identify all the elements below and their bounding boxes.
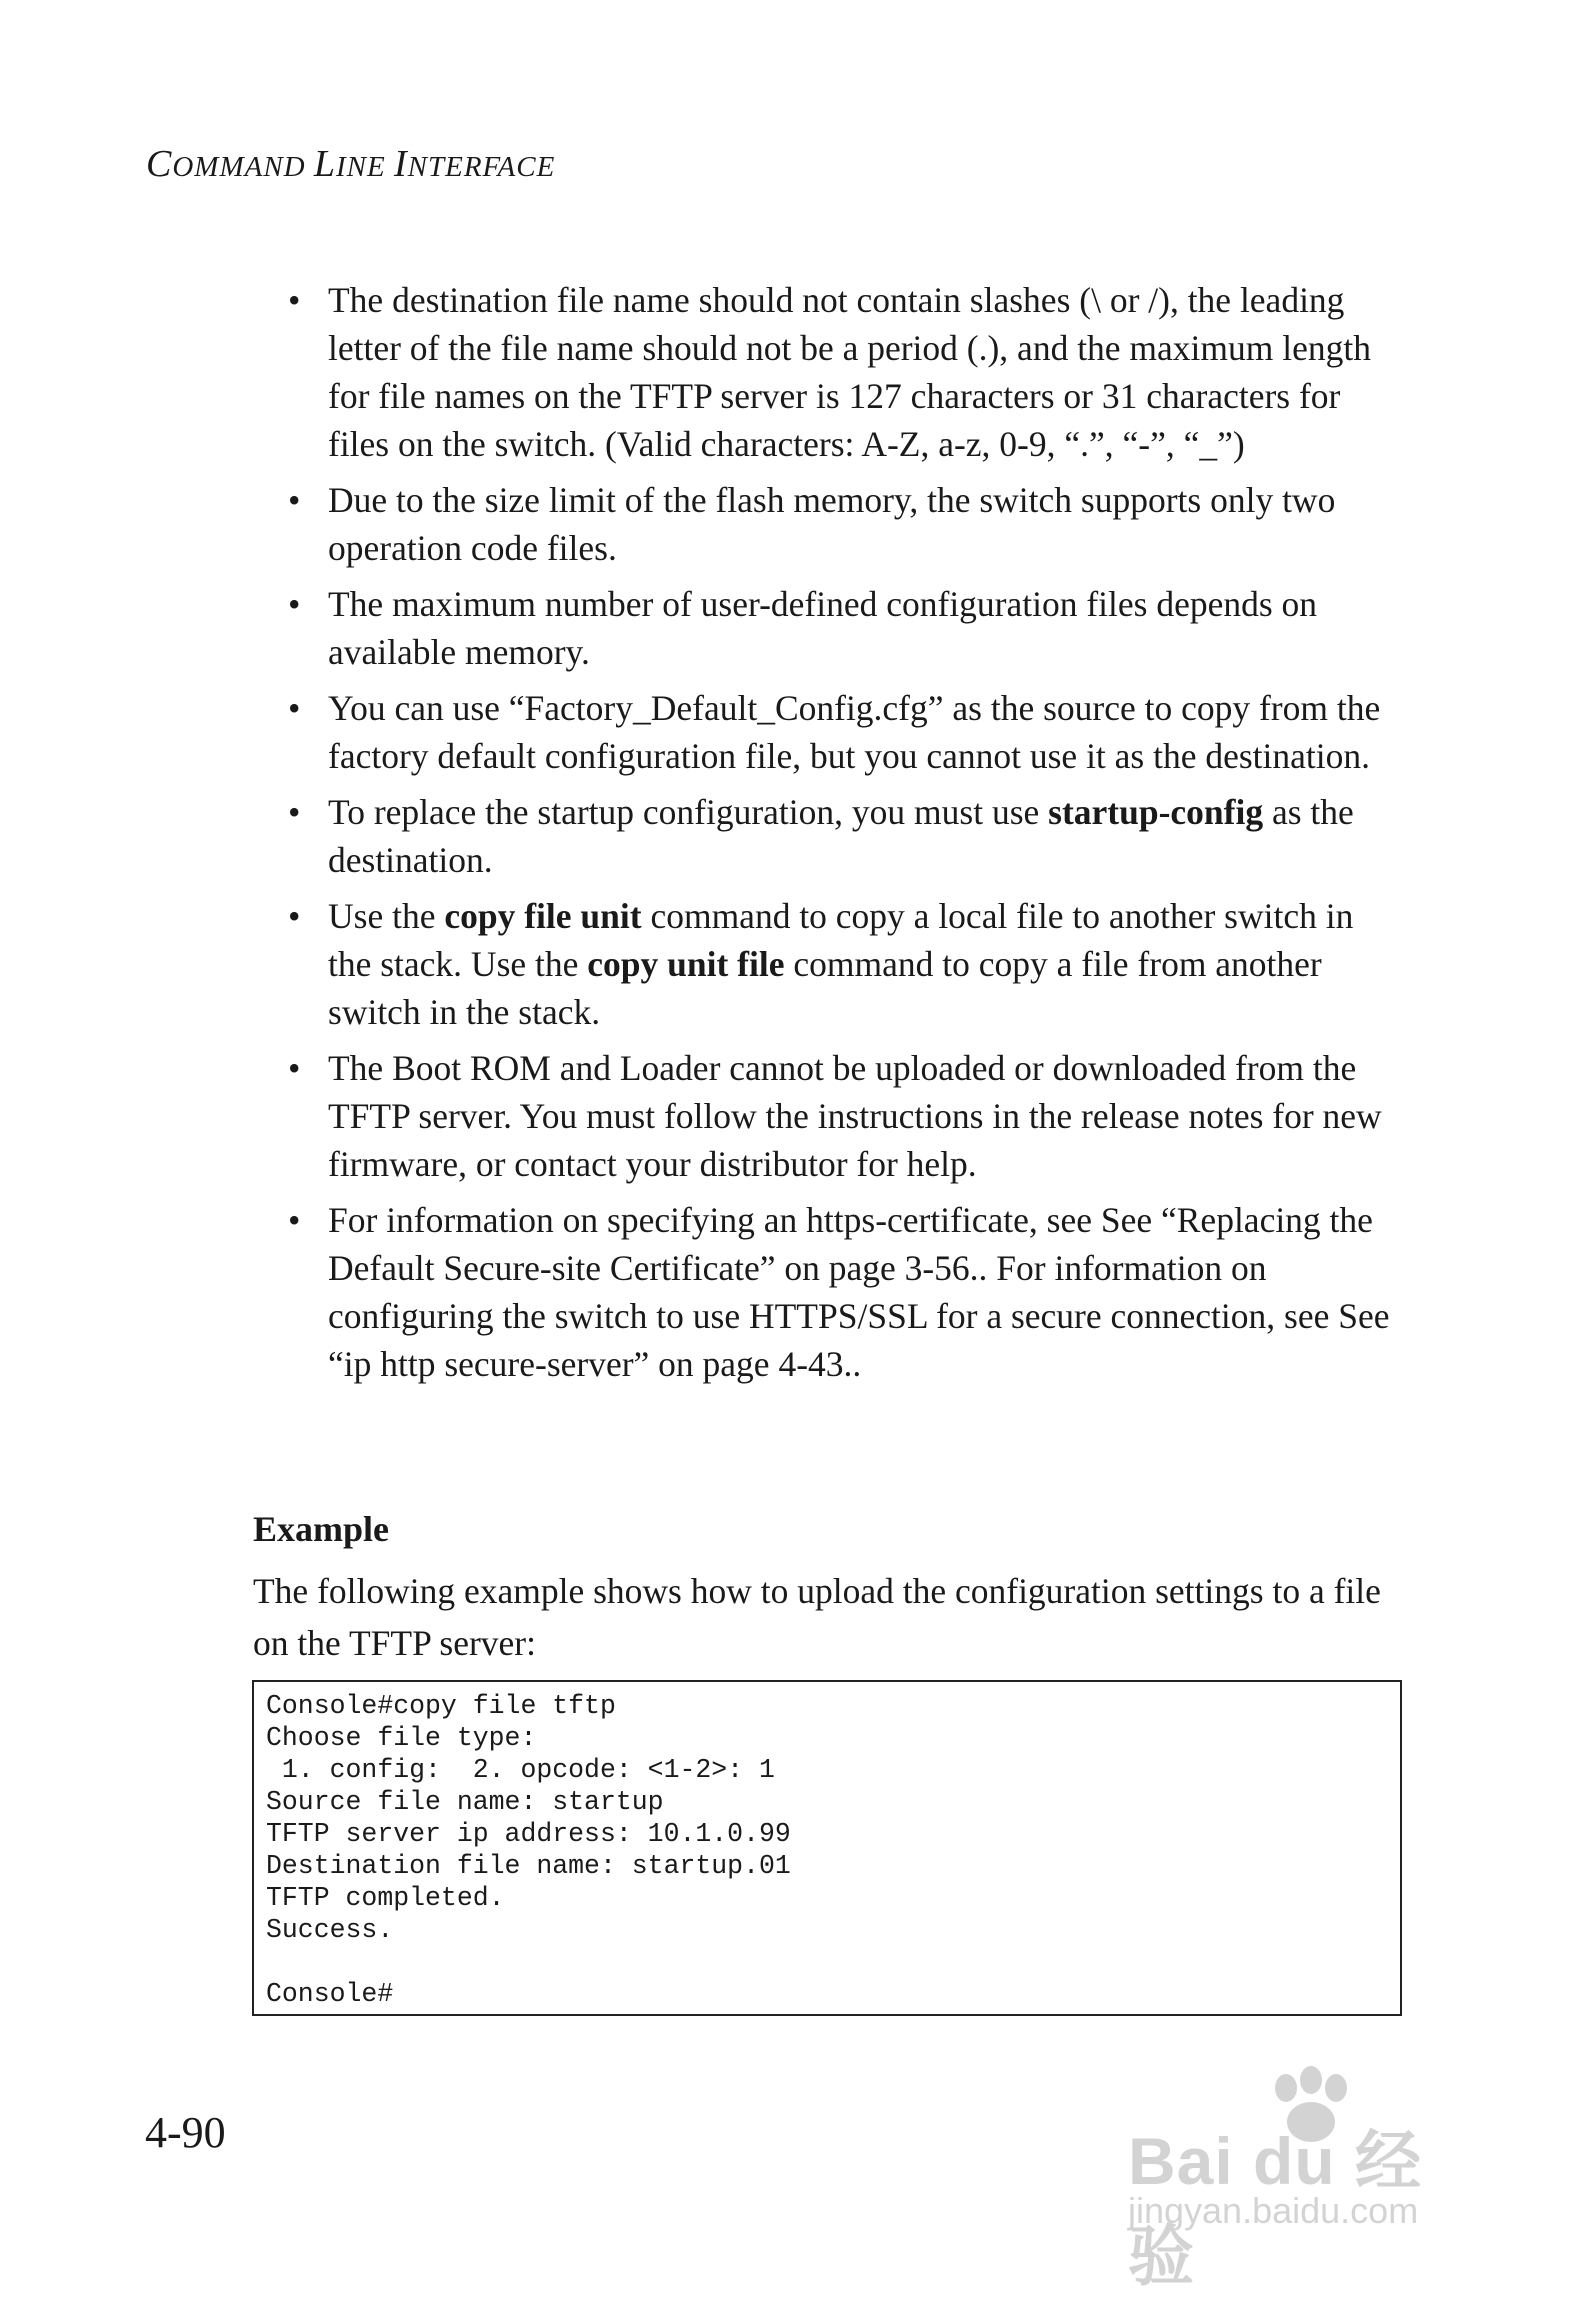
running-header-part: OMMAND — [172, 151, 314, 183]
bullet-item — [288, 684, 1400, 780]
bullet-text: Due to the size limit of the flash memory, the switch supports only two operation code files. — [328, 480, 1336, 568]
page-number: 4-90 — [145, 2108, 226, 2157]
bullet-dot-icon: • — [288, 1200, 301, 1240]
bullet-text: command to copy a local file to another switch in the stack. Use the — [328, 896, 1354, 984]
bullet-text: To replace the startup configuration, you must use — [328, 792, 1049, 832]
example-intro: The following example shows how to upload the configuration settings to a file on the TFTP server: — [253, 1571, 1381, 1663]
bullet-text: as the destination. — [328, 792, 1354, 880]
bullet-dot-icon: • — [288, 896, 301, 936]
running-header — [146, 142, 555, 186]
running-header-part: C — [146, 143, 173, 185]
running-header-part: L — [313, 143, 337, 185]
bullet-text: You can use “Factory_Default_Config.cfg” as the source to copy from the factory default configuration file, but you cannot use it as the destination. — [328, 688, 1381, 776]
running-header-part: INE — [336, 151, 394, 183]
watermark-brand: Bai du 经验 — [1128, 2124, 1423, 2293]
watermark-url: jingyan.baidu.com — [1128, 2190, 1419, 2231]
bullet-dot-icon: • — [288, 280, 301, 320]
bullet-command-keyword: startup-config — [1048, 792, 1264, 832]
running-header-part: NTERFACE — [407, 151, 556, 183]
bullet-item — [288, 788, 1400, 884]
bullet-item — [288, 1196, 1400, 1388]
bullet-dot-icon: • — [288, 584, 301, 624]
running-header-part: I — [393, 143, 408, 185]
example-heading: Example — [253, 1509, 390, 1549]
bullet-dot-icon: • — [288, 792, 301, 832]
bullet-text: For information on specifying an https-certificate, see See “Replacing the Default Secure-site Certificate” on page 3-56.. For information on configuring the switch to use HTTPS/SSL for a secure connection, see See “ip http secure-server” on page 4-43.. — [328, 1200, 1390, 1384]
bullet-text: The destination file name should not contain slashes (\ or /), the leading letter of the file name should not be a period (.), and the maximum length for file names on the TFTP server is 127 characters or 31 characters for files on the switch. (Valid characters: A-Z, a-z, 0-9, “.”, “-”, “_”) — [328, 280, 1372, 464]
bullet-text: The Boot ROM and Loader cannot be uploaded or downloaded from the TFTP server. You must follow the instructions in the release notes for new firmware, or contact your distributor for help. — [328, 1048, 1382, 1184]
bullet-item — [288, 276, 1400, 468]
bullet-text: command to copy a file from another switch in the stack. — [328, 944, 1322, 1032]
bullet-item — [288, 1044, 1400, 1188]
bullet-item — [288, 580, 1400, 676]
baidu-watermark — [1128, 2066, 1488, 2293]
console-example-code: Console#copy file tftp Choose file type: 1. config: 2. opcode: <1-2>: 1 Source file name: startup TFTP server ip address: 10.1.0.99 Destination file name: startup.01 TFTP completed. Success. Console# — [252, 1680, 1402, 2016]
bullet-item — [288, 476, 1400, 572]
bullet-command-keyword: copy unit file — [587, 944, 785, 984]
bullet-command-keyword: copy file unit — [444, 896, 642, 936]
bullet-item — [288, 892, 1400, 1036]
bullet-dot-icon: • — [288, 1048, 301, 1088]
usage-notes-list — [288, 276, 1400, 1396]
bullet-text: The maximum number of user-defined configuration files depends on available memory. — [328, 584, 1318, 672]
bullet-text: Use the — [328, 896, 445, 936]
bullet-dot-icon: • — [288, 688, 301, 728]
bullet-dot-icon: • — [288, 480, 301, 520]
